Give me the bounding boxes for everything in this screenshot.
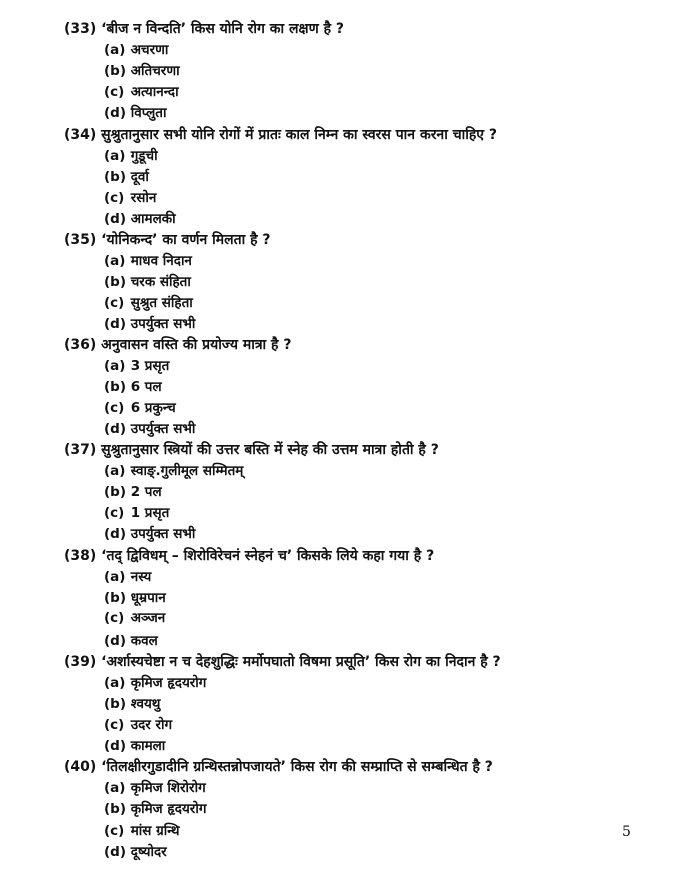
option-39b: (b) श्वयथु: [104, 696, 161, 712]
option-40c: (c) मांस ग्रन्थि: [104, 823, 180, 839]
option-35b: (b) चरक संहिता: [104, 274, 191, 290]
question-34: (34) सुश्रुतानुसार सभी योनि रोगों में प्रातः काल निम्न का स्वरस पान करना चाहिए ?: [64, 127, 498, 143]
option-34b: (b) दूर्वा: [104, 169, 149, 185]
option-39a: (a) कृमिज हृदयरोग: [104, 675, 207, 691]
option-39d: (d) कामला: [104, 738, 166, 754]
question-33: (33) ‘बीज न विन्दति’ किस योनि रोग का लक्षण है ?: [64, 21, 345, 37]
option-35d: (d) उपर्युक्त सभी: [104, 316, 196, 332]
question-37: (37) सुश्रुतानुसार स्त्रियों की उत्तर बस्ति में स्नेह की उत्तम मात्रा होती है ?: [64, 442, 439, 458]
option-36c: (c) 6 प्रकुन्च: [104, 400, 176, 416]
option-40d: (d) दूष्योदर: [104, 844, 167, 860]
option-40a: (a) कृमिज शिरोरोग: [104, 780, 206, 796]
option-38c: (c) अञ्जन: [104, 610, 166, 626]
option-33a: (a) अचरणा: [104, 42, 169, 58]
option-38b: (b) धूम्रपान: [104, 590, 166, 606]
question-40: (40) ‘तिलक्षीरगुडादीनि ग्रन्थिस्तन्नोपजायते’ किस रोग की सम्प्राप्ति से सम्बन्धित है ?: [64, 759, 493, 775]
option-34d: (d) आमलकी: [104, 211, 176, 227]
page-number: 5: [622, 824, 631, 840]
option-36b: (b) 6 पल: [104, 379, 162, 395]
option-37c: (c) 1 प्रसृत: [104, 505, 170, 521]
question-36: (36) अनुवासन वस्ति की प्रयोज्य मात्रा है ?: [64, 337, 292, 353]
option-37a: (a) स्वाङ्.गुलीमूल सम्मितम्: [104, 463, 244, 479]
option-34a: (a) गुडूची: [104, 148, 158, 164]
option-37d: (d) उपर्युक्त सभी: [104, 526, 196, 542]
option-40b: (b) कृमिज हृदयरोग: [104, 801, 207, 817]
option-36a: (a) 3 प्रसृत: [104, 358, 170, 374]
option-36d: (d) उपर्युक्त सभी: [104, 421, 196, 437]
question-38: (38) ‘तद् द्विविधम् – शिरोविरेचनं स्नेहनं च’ किसके लिये कहा गया है ?: [64, 548, 435, 564]
option-35c: (c) सुश्रुत संहिता: [104, 295, 193, 311]
option-34c: (c) रसोन: [104, 190, 157, 206]
option-37b: (b) 2 पल: [104, 484, 162, 500]
option-33b: (b) अतिचरणा: [104, 63, 180, 79]
option-33c: (c) अत्यानन्दा: [104, 84, 179, 100]
question-35: (35) ‘योनिकन्द’ का वर्णन मिलता है ?: [64, 232, 271, 248]
option-39c: (c) उदर रोग: [104, 717, 173, 733]
option-33d: (d) विप्लुता: [104, 105, 167, 121]
question-39: (39) ‘अर्शास्यचेष्टा न च देहशुद्धिः मर्मोपघातो विषमा प्रसूति’ किस रोग का निदान है ?: [64, 654, 501, 670]
option-38d: (d) कवल: [104, 633, 158, 649]
option-38a: (a) नस्य: [104, 569, 152, 585]
option-35a: (a) माधव निदान: [104, 253, 192, 269]
